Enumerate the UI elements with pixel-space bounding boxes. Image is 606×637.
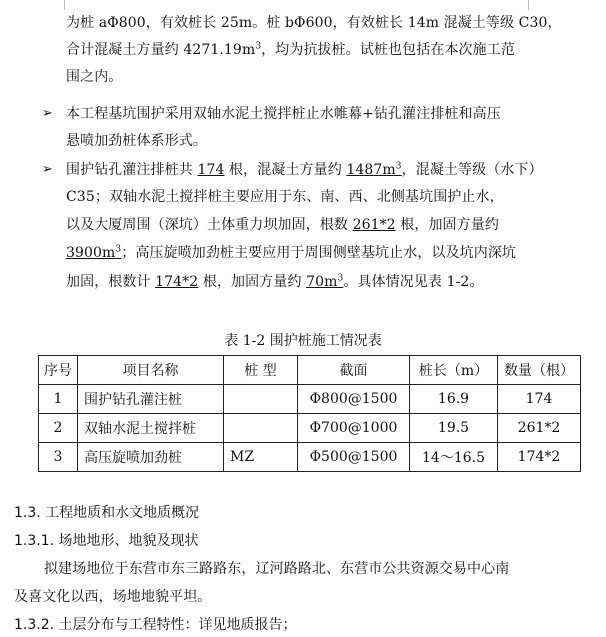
text: 及喜文化以西，场地地貌平坦。 <box>14 589 212 605</box>
text: 合计混凝土方量约 4271.19m <box>66 42 256 58</box>
text: 根，加固方量约 <box>198 274 307 290</box>
text: C35；双轴水泥土搅拌桩主要应用于东、南、西、北侧基坑围护止水， <box>66 189 504 205</box>
site-para-line1 <box>44 559 509 579</box>
underlined-value: 261*2 <box>352 217 396 233</box>
cell: 3 <box>39 443 78 472</box>
text: 围之内。 <box>66 69 123 85</box>
bullet-arrow-icon: ➢ <box>42 162 53 177</box>
para1-line3 <box>66 67 122 87</box>
margin-mark-left <box>64 0 65 10</box>
text: ，均为抗拔桩。试桩也包括在本次施工范 <box>261 42 515 58</box>
bullet2-line2 <box>66 187 504 207</box>
para1-line1 <box>66 13 562 33</box>
cell: 2 <box>39 414 78 443</box>
text: 以及大厦周围（深坑）土体重力坝加固，根数 <box>66 217 353 233</box>
section-heading-1-3-2: 1.3.2. 土层分布与工程特性：详见地质报告； <box>14 617 297 633</box>
superscript: 3 <box>395 161 402 172</box>
bullet2-line5 <box>66 272 484 292</box>
cell: Φ700@1000 <box>298 414 410 443</box>
text: 拟建场地位于东营市东三路路东，辽河路路北、东营市公共资源交易中心南 <box>44 561 510 577</box>
table-caption: 表 1-2 围护桩施工情况表 <box>224 333 382 349</box>
cell: Φ800@1500 <box>298 385 410 414</box>
section-heading-1-3-1: 1.3.1. 场地地形、地貌及现状 <box>14 533 199 549</box>
text: 悬喷加劲桩体系形式。 <box>66 133 207 149</box>
table-row <box>39 414 581 443</box>
underlined-value: 174*2 <box>155 274 199 290</box>
cell: 261*2 <box>498 414 581 443</box>
section-heading-1-3: 1.3. 工程地质和水文地质概况 <box>14 505 200 521</box>
table-header-row <box>39 356 581 385</box>
text: 1487m <box>346 162 396 178</box>
underlined-value <box>66 245 121 261</box>
text: 3900m <box>66 245 116 261</box>
para1-line2 <box>66 40 515 60</box>
header-cell: 项目名称 <box>78 356 224 385</box>
cell: Φ500@1500 <box>298 443 410 472</box>
cell <box>224 414 298 443</box>
superscript: 3 <box>255 41 262 52</box>
table-row <box>39 385 581 414</box>
cell: 14～16.5 <box>410 443 498 472</box>
cell: 高压旋喷加劲桩 <box>78 443 224 472</box>
superscript: 3 <box>115 244 122 255</box>
cell: 174*2 <box>498 443 581 472</box>
cell: 围护钻孔灌注桩 <box>78 385 224 414</box>
underlined-value <box>306 274 343 290</box>
text: ，混凝土等级（水下） <box>401 162 543 178</box>
text: 围护钻孔灌注排桩共 <box>66 162 198 178</box>
pile-construction-table <box>38 355 581 472</box>
text: 本工程基坑围护采用双轴水泥土搅拌桩止水帷幕+钻孔灌注排桩和高压 <box>66 106 501 122</box>
bullet-arrow-icon: ➢ <box>42 106 53 121</box>
text: 70m <box>306 274 338 290</box>
cell: 16.9 <box>410 385 498 414</box>
cell: 双轴水泥土搅拌桩 <box>78 414 224 443</box>
superscript: 3 <box>337 273 344 284</box>
header-cell: 数量（根） <box>498 356 581 385</box>
site-para-line2 <box>14 587 211 607</box>
margin-mark-right <box>528 0 529 10</box>
cell: MZ <box>224 443 298 472</box>
bullet2-line1 <box>66 160 543 180</box>
text: 加固，根数计 <box>66 274 156 290</box>
text: ；高压旋喷加劲桩主要应用于周围侧壁基坑止水，以及坑内深坑 <box>121 245 517 261</box>
bullet1-line2 <box>66 131 207 151</box>
cell: 19.5 <box>410 414 498 443</box>
bullet2-line3 <box>66 215 499 235</box>
text: 为桩 aΦ800，有效桩长 25m。桩 bΦ600，有效桩长 14m 混凝土等级 C30， <box>66 15 562 31</box>
cell <box>224 385 298 414</box>
header-cell: 桩 型 <box>224 356 298 385</box>
underlined-value <box>346 162 401 178</box>
text: 根，混凝土方量约 <box>224 162 347 178</box>
cell: 174 <box>498 385 581 414</box>
text: 根，加固方量约 <box>395 217 499 233</box>
header-cell: 截面 <box>298 356 410 385</box>
text: 。具体情况见表 1-2。 <box>343 274 484 290</box>
underlined-value: 174 <box>197 162 225 178</box>
header-cell: 序号 <box>39 356 78 385</box>
header-cell: 桩长（m） <box>410 356 498 385</box>
bullet2-line4 <box>66 243 516 263</box>
table-row <box>39 443 581 472</box>
cell: 1 <box>39 385 78 414</box>
bullet1-line1 <box>66 104 501 124</box>
